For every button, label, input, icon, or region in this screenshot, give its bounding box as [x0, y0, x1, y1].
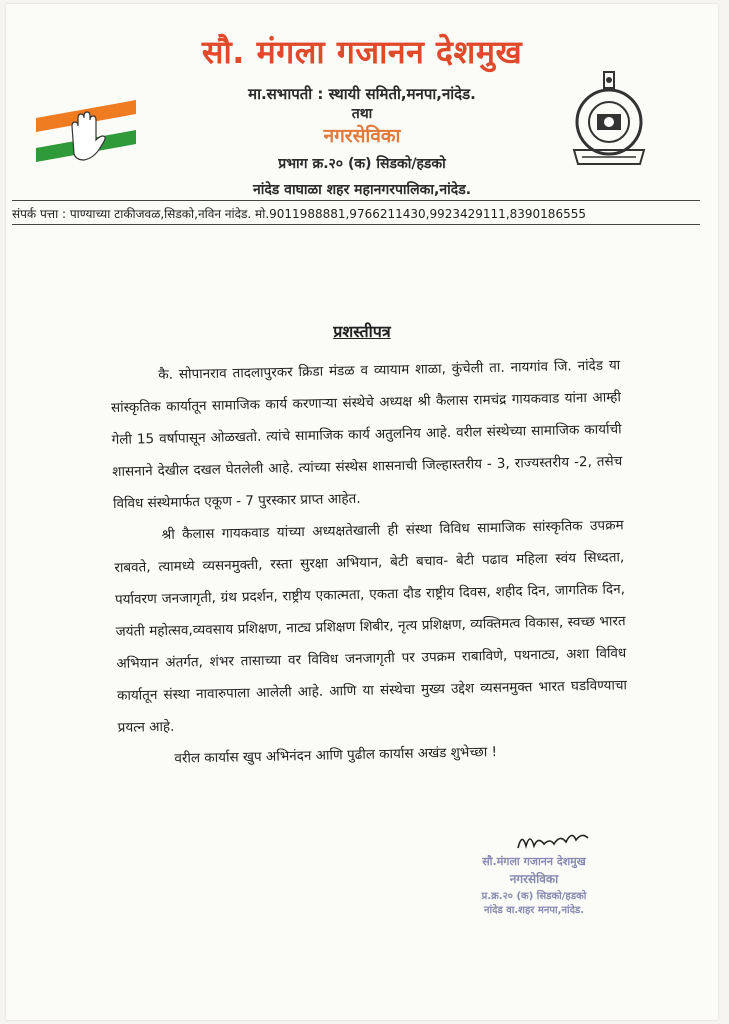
stamp-corporation: नांदेड वा.शहर मनपा,नांदेड. — [483, 905, 585, 916]
handwritten-signature — [514, 826, 594, 856]
letterhead-ward: प्रभाग क्र.२० (क) सिडको/हडको — [278, 156, 446, 172]
stamp-ward: प्र.क्र.२० (क) सिडको/हडको — [481, 891, 587, 902]
header-divider — [12, 200, 700, 201]
letterhead — [6, 4, 718, 229]
closing-line: वरील कार्यास खुप अभिनंदन आणि पुढील कार्यास अखंड शुभेच्छा ! — [174, 743, 498, 767]
letter-page — [6, 4, 718, 1020]
paragraph-2: श्री कैलास गायकवाड यांच्या अध्यक्षतेखाली ही संस्था विविध सामाजिक सांस्कृतिक उपक्रम राबवते, त्यामध्ये व्यसनमुक्ती, रस्ता सुरक्षा अभियान, बेटी बचाव- बेटी पढाव महिला स्वंय सिध्दता, पर्यावरण जनजागृती, ग्रंथ प्रदर्शन, राष्ट्रीय एकात्मता, एकता दौड राष्ट्रीय दिवस, शहीद दिन, जागतिक दिन, जयंती महोत्सव,व्यवसाय प्रशिक्षण, नाट्य प्रशिक्षण शिबीर, नृत्य प्रशिक्षण, व्यक्तिमत्व विकास, स्वच्छ भारत अभियान अंतर्गत, शंभर तासाच्या वर विविध जनजागृती पर उपक्रम राबाविणे, पथनाट्य, अशा विविध कार्यातून संस्था नावारुपाला आलेली आहे. आणि या संस्थेचा मुख्य उद्देश व्यसनमुक्त भारत घडविण्याचा प्रयत्न आहे. — [114, 517, 628, 736]
letterhead-name: सौ. मंगला गजानन देशमुख — [201, 33, 523, 71]
letterhead-post: नगरसेविका — [323, 125, 401, 147]
municipal-emblem-icon — [568, 70, 650, 174]
stamp-name: सौ.मंगला गजानन देशमुख — [482, 855, 586, 868]
contact-divider — [12, 224, 700, 225]
letterhead-corporation: नांदेड वाघाळा शहर महानगरपालिका,नांदेड. — [252, 182, 472, 198]
document-title: प्रशस्तीपत्र — [333, 322, 391, 341]
letterhead-conjunction: तथा — [351, 106, 373, 122]
letterhead-designation: मा.सभापती : स्थायी समिती,मनपा,नांदेड. — [248, 85, 476, 103]
hand-symbol-icon — [36, 96, 136, 168]
contact-address: संपर्क पत्ता : पाण्याच्या टाकीजवळ,सिडको,नविन नांदेड. मो.9011988881,9766211430,9923429111,8390186555 — [12, 207, 586, 221]
stamp-post: नगरसेविका — [509, 872, 559, 886]
letter-body — [110, 349, 629, 776]
paragraph-1: कै. सोपानराव तादलापुरकर क्रिडा मंडळ व व्यायाम शाळा, कुंचेली ता. नायगांव जि. नांदेड या सांस्कृतिक कार्यातून सामाजिक कार्य करणाऱ्या संस्थेचे अध्यक्ष श्री कैलास रामचंद्र गायकवाड यांना आम्ही गेली 15 वर्षापासून ओळखतो. त्यांचे सामाजिक कार्य अतुलनिय आहे. वरील संस्थेच्या सामाजिक कार्याची शासनाने देखील दखल घेतलेली आहे. त्यांच्या संस्थेस शासनाची जिल्हास्तरीय - 3, राज्यस्तरीय -2, तसेच विविध संस्थेमार्फत एकूण - 7 पुरस्कार प्राप्त आहेत. — [110, 357, 623, 512]
